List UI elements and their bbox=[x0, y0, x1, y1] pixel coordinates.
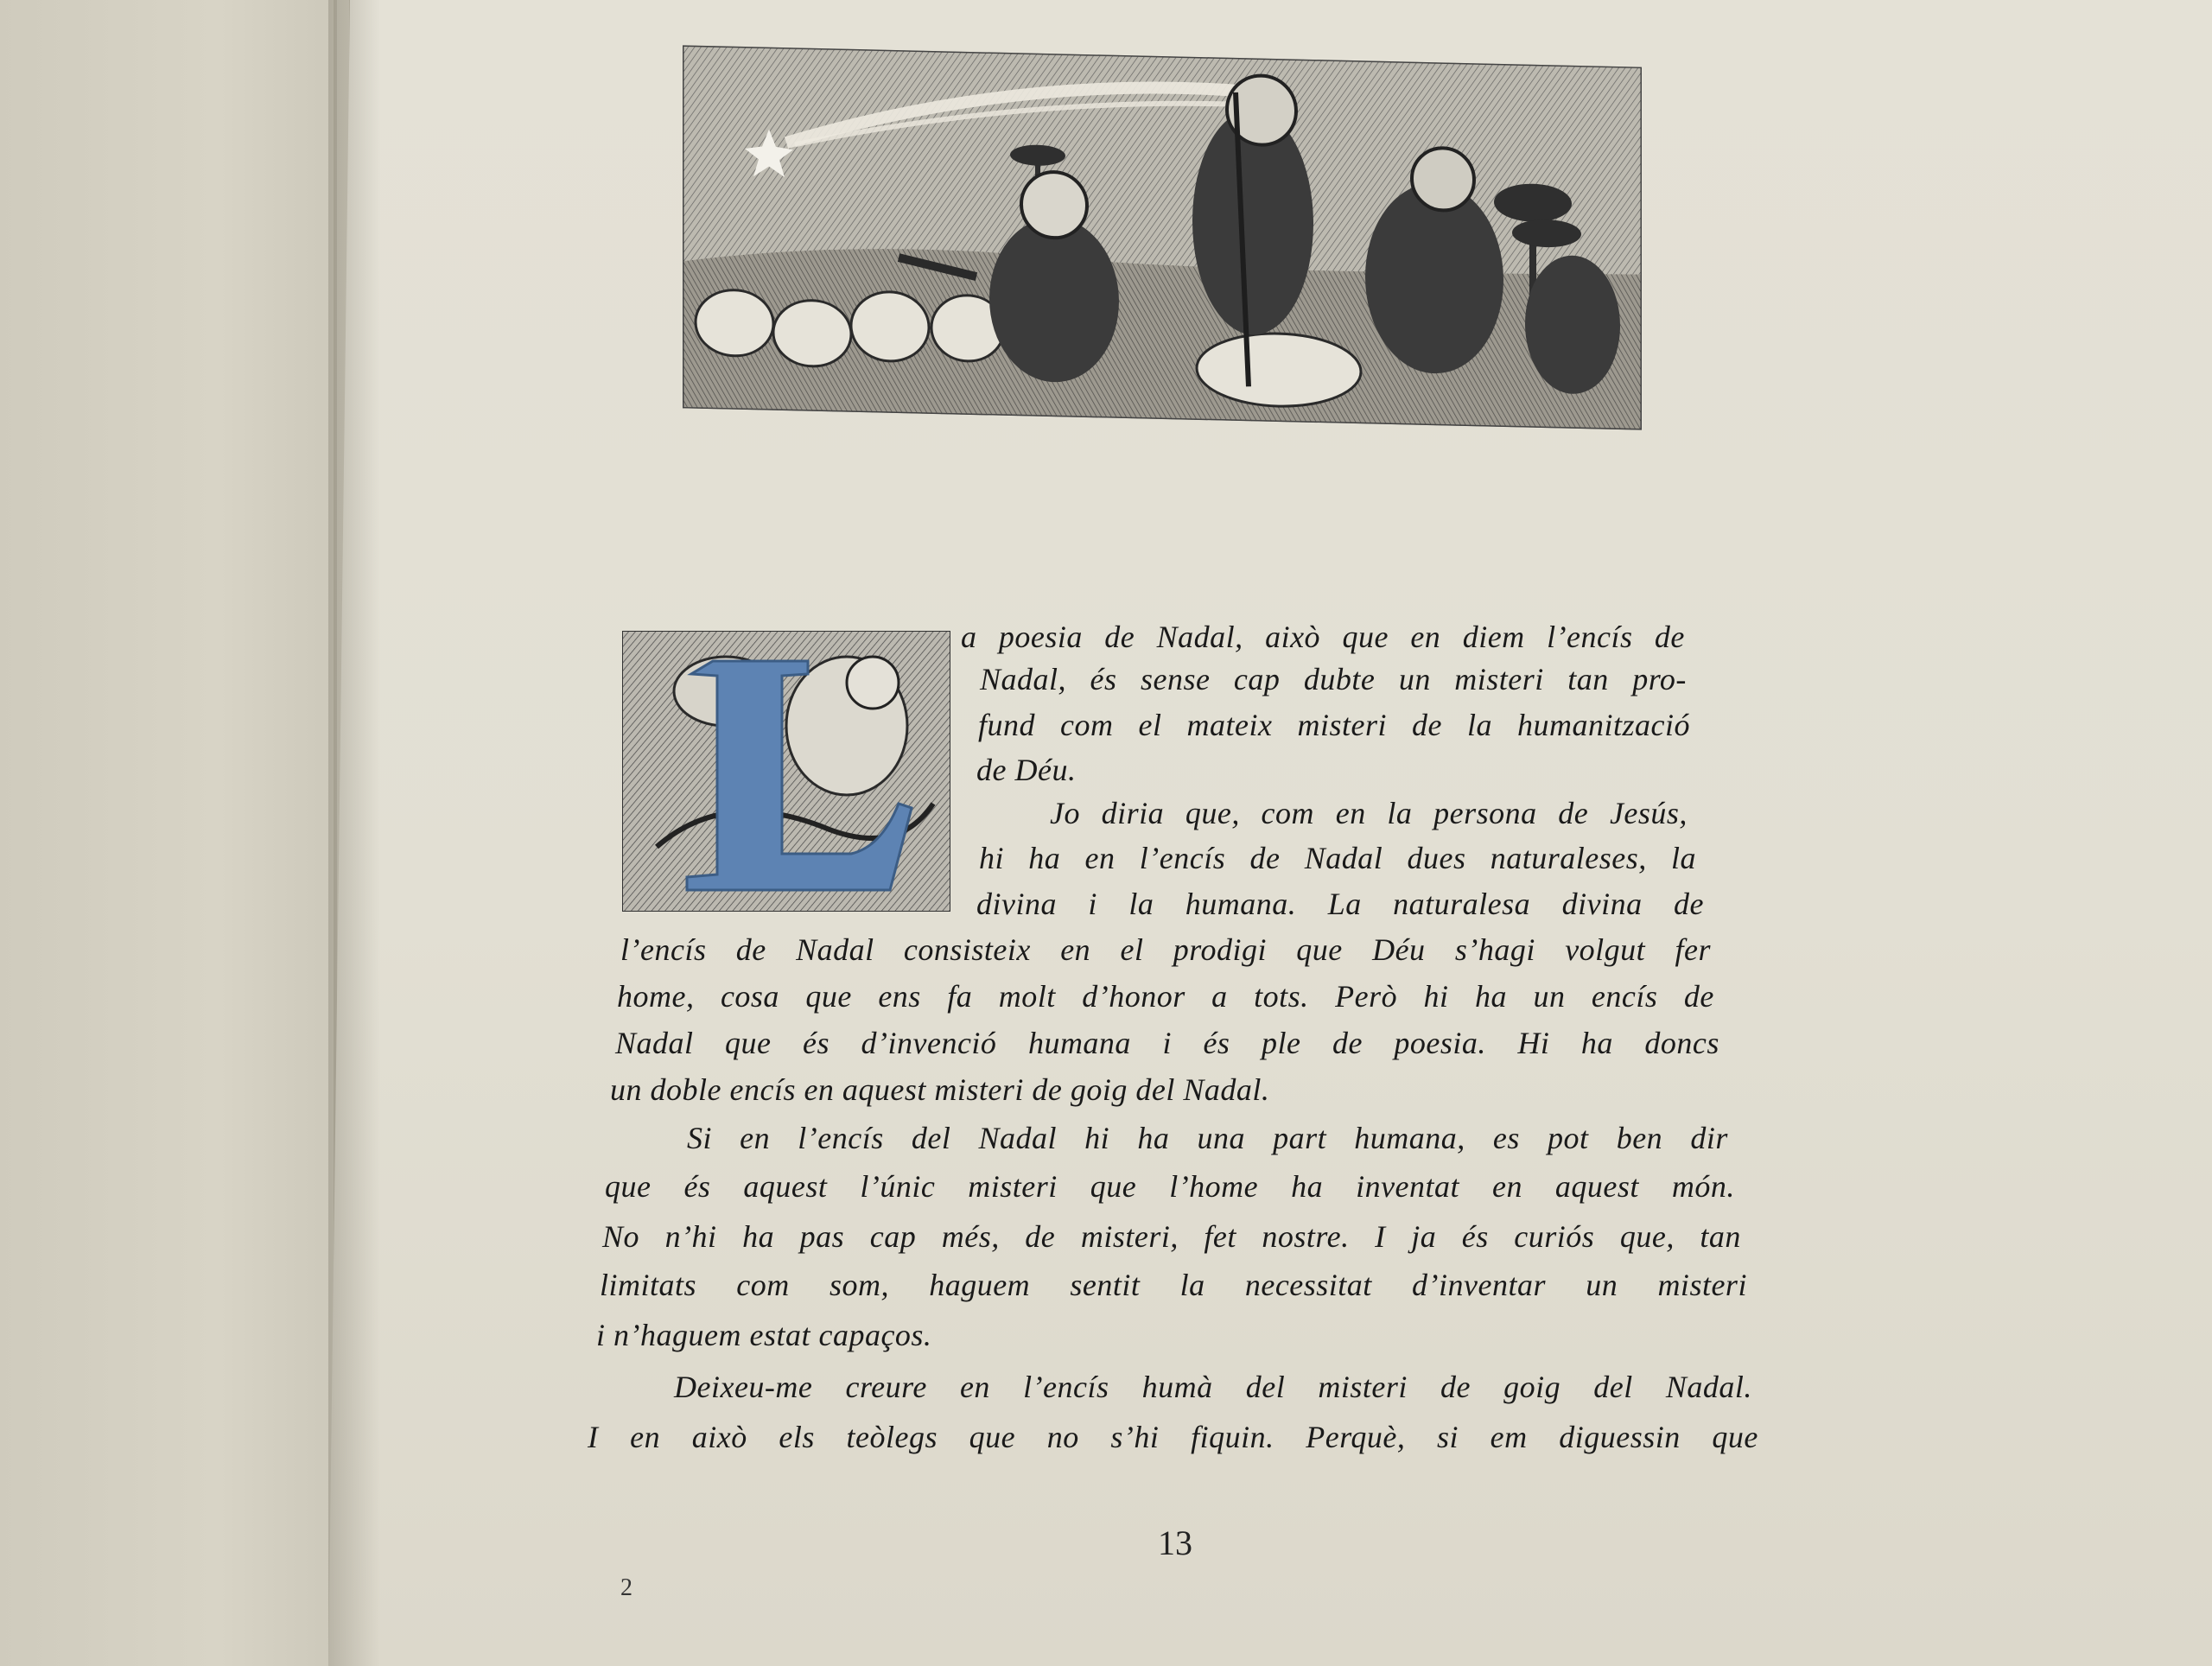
page-number: 13 bbox=[1158, 1523, 1192, 1562]
text-line: un doble encís en aquest misteri de goig del Nadal. bbox=[610, 1072, 1270, 1107]
signature-mark: 2 bbox=[620, 1574, 632, 1601]
text-line: de Déu. bbox=[976, 753, 1077, 787]
text-line: hi ha en l’encís de Nadal dues naturaleses, la bbox=[979, 841, 1696, 875]
text-line: fund com el mateix misteri de la humanització bbox=[978, 708, 1690, 742]
text-line: divina i la humana. La naturalesa divina de bbox=[976, 887, 1704, 921]
text-line: l’encís de Nadal consisteix en el prodigi que Déu s’hagi volgut fer bbox=[620, 932, 1711, 967]
text-line: Jo diria que, com en la persona de Jesús, bbox=[1050, 796, 1688, 830]
text-line: que és aquest l’únic misteri que l’home ha inventat en aquest món. bbox=[605, 1169, 1735, 1204]
text-line: Nadal, és sense cap dubte un misteri tan pro- bbox=[980, 662, 1687, 696]
text-line: Si en l’encís del Nadal hi ha una part humana, es pot ben dir bbox=[687, 1121, 1728, 1155]
text-line: No n’hi ha pas cap més, de misteri, fet nostre. I ja és curiós que, tan bbox=[602, 1219, 1741, 1254]
text-line: limitats com som, haguem sentit la necessitat d’inventar un misteri bbox=[600, 1268, 1747, 1302]
text-line: home, cosa que ens fa molt d’honor a tots. Però hi ha un encís de bbox=[617, 979, 1714, 1014]
text-line: a poesia de Nadal, això que en diem l’encís de bbox=[961, 620, 1685, 654]
text-line: i n’haguem estat capaços. bbox=[596, 1318, 932, 1352]
text-line: Deixeu-me creure en l’encís humà del misteri de goig del Nadal. bbox=[674, 1370, 1752, 1404]
text-line: I en això els teòlegs que no s’hi fiquin. Perquè, si em diguessin que bbox=[588, 1420, 1758, 1454]
text-line: Nadal que és d’invenció humana i és ple de poesia. Hi ha doncs bbox=[615, 1026, 1719, 1060]
